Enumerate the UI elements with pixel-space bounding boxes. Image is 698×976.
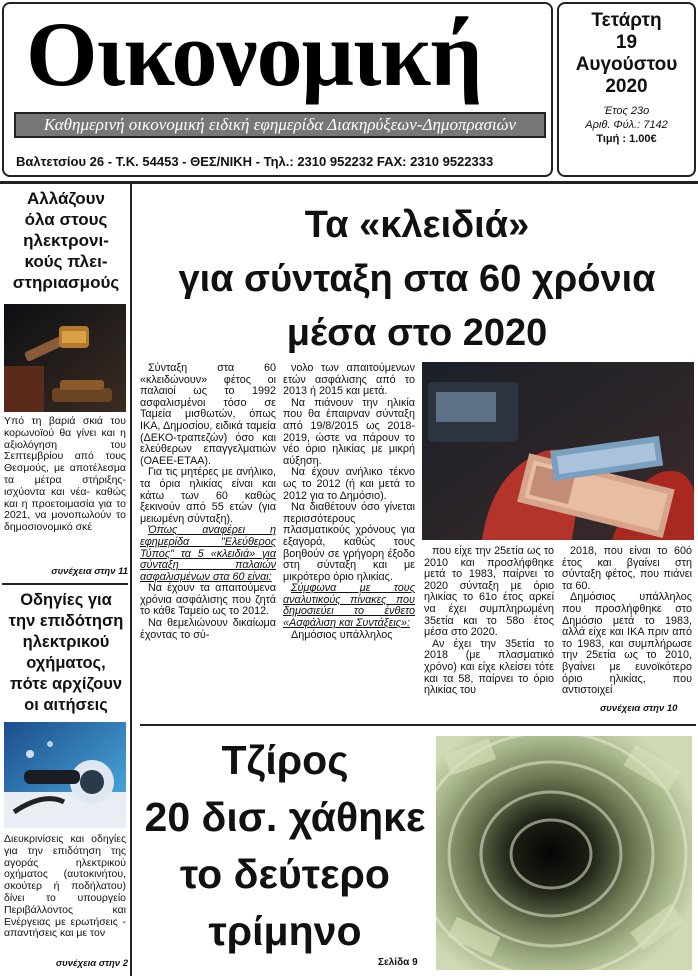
second-headline[interactable]: Τζίρος 20 δισ. χάθηκε το δεύτερο τρίμηνο	[144, 737, 426, 954]
date-box	[557, 2, 696, 177]
main-story-more-link[interactable]: συνέχεια στην 10	[600, 703, 678, 714]
volume-year: Έτος 23ο	[603, 105, 650, 117]
month: Αυγούστου	[575, 54, 678, 75]
money-vortex-photo	[436, 736, 692, 970]
newspaper-title: Οικονομική	[26, 3, 482, 105]
main-story-column-1: Σύνταξη στα 60 «κλειδώνουν» φέτος οι παλαιοί ως το 1992 ασφαλισμένοι τόσο σε Ταμεία μισθωτών, όπως ΙΚΑ, Δημοσίου, ειδικά ταμεία (ΔΕΚΟ-τραπεζών) όσο και ελεύθερων επαγγελματιών (ΟΑΕΕ-ΕΤΑΑ). Για τις μητέρες με ανήλικο, τα όρια ηλικίας είναι και κάτω των 60 καθώς ξεκινούν από 55 ετών (για μειωμένη σύνταξη). Όπως αναφέρει η εφημερίδα "Ελεύθερος Τύπος" τα 5 «κλειδιά» για σύνταξη παλαιών ασφαλισμένων στα 60 είναι: Να έχουν τα απαιτούμενα χρόνια ασφάλισης που ζητά το κάθε Ταμείο ως το 2012. Να θεμελιώνουν δικαίωμα έχοντας το σύ-	[140, 362, 276, 641]
year: 2020	[605, 76, 648, 97]
main-story-column-4: 2018, που είναι το 60ό έτος και βγαίνει στη σύνταξη φέτος, που πιάνει τα 60. Δημόσιος υπάλληλος που προσλήφθηκε στο Δημόσιο μετά το 1983, αλλά είχε και ΙΚΑ πριν από το 1983, και συμπλήρωσε την 25ετία ως το 2010, βγαίνει με ευνοϊκότερο όριο ηλικίας, που αντιστοιχεί	[562, 545, 692, 697]
price: Τιμή : 1.00€	[596, 133, 657, 145]
sidebar-story1-more-link[interactable]: συνέχεια στην 11	[51, 566, 128, 577]
euro-banknotes-photo	[422, 362, 694, 540]
electric-car-charging-photo	[4, 722, 126, 828]
issue-number: Αριθ. Φύλ.: 7142	[585, 119, 668, 131]
masthead	[2, 2, 553, 177]
main-headline[interactable]: Τα «κλειδιά» για σύνταξη στα 60 χρόνια μέσα στο 2020	[178, 204, 656, 354]
sidebar-story2-more-link[interactable]: συνέχεια στην 2	[55, 958, 128, 969]
main-story-divider	[140, 724, 696, 726]
tagline: Καθημερινή οικονομική ειδική εφημερίδα Διακηρύξεων-Δημοπρασιών	[14, 112, 546, 138]
gavel-photo	[4, 304, 126, 412]
sidebar-story2-headline[interactable]: Οδηγίες για την επιδότηση ηλεκτρικού οχήματος, πότε αρχίζουν οι αιτήσεις	[8, 591, 124, 714]
day: 19	[615, 32, 638, 53]
sidebar-story-divider	[2, 583, 128, 585]
main-story-column-2: νολο των απαιτούμενων ετών ασφάλισης από το 2013 ή 2015 και μετά. Να πιάνουν την ηλικία που θα έπαιρναν σύνταξη από 19/8/2015 ως 2018-2019, ώστε να πάρουν το νέο όριο ηλικίας με μικρή αύξηση. Να έχουν ανήλικο τέκνο ως το 2012 (ή και μετά το 2012 για το Δημόσιο). Να διαθέτουν όσο γίνεται περισσότερους πλασματικούς χρόνους για εξαγορά, καθώς τους βοηθούν σε γρήγορη έξοδο στη σύνταξη και με μικρότερο όριο ηλικίας. Σύμφωνα με τους αναλυτικούς πίνακες που δημοσιεύει το ένθετο «Ασφάλιση και Συντάξεις»: Δημόσιος υπάλληλος	[283, 362, 415, 641]
address-line: Βαλτετσίου 26 - Τ.Κ. 54453 - ΘΕΣ/ΝΙΚΗ - Τηλ.: 2310 952232 FAX: 2310 9522333	[16, 154, 494, 169]
sidebar-story1-headline[interactable]: Αλλάζουν όλα στους ηλεκτρονι- κούς πλει- στηριασμούς	[12, 189, 120, 292]
weekday: Τετάρτη	[591, 10, 662, 31]
page-reference[interactable]: Σελίδα 9	[378, 957, 418, 968]
sidebar-divider	[130, 184, 132, 976]
main-story-column-3: που είχε την 25ετία ως το 2010 και προσλήφθηκε μετά το 1983, παίρνει το 2020 σύνταξη με όριο ηλικίας το 61ο έτος αρκεί να έχει συμπληρωμένη 35ετία και το 58ο έτος μέσα στο 2020. Αν έχει την 35ετία το 2018 (με πλασματικό χρόνο) και είχε κλείσει τότε και τα 58, παίρνει το όριο ηλικίας του	[424, 545, 554, 697]
sidebar-story2-text: Διευκρινίσεις και οδηγίες για την επιδότηση της αγοράς ηλεκτρικού οχήματος (αυτοκινήτου, σκούτερ ή ποδήλατου) δίνει το υπουργείο Περιβάλλοντος και Ενέργειας με ερωτήσεις - απαντήσεις και με τον	[4, 833, 126, 940]
sidebar-story1-text: Υπό τη βαριά σκιά του κορωνοϊού θα γίνει και η αξιολόγηση του Σεπτεμβρίου από τους Θεσμούς, με αποτέλεσμα τα μέτρα στήριξης- ισχύοντα και νέα- καθώς και η προετοιμασία για το 2021, να μονοπωλούν το δημοσιονομικό σκέ	[4, 415, 126, 534]
top-divider	[0, 181, 698, 184]
